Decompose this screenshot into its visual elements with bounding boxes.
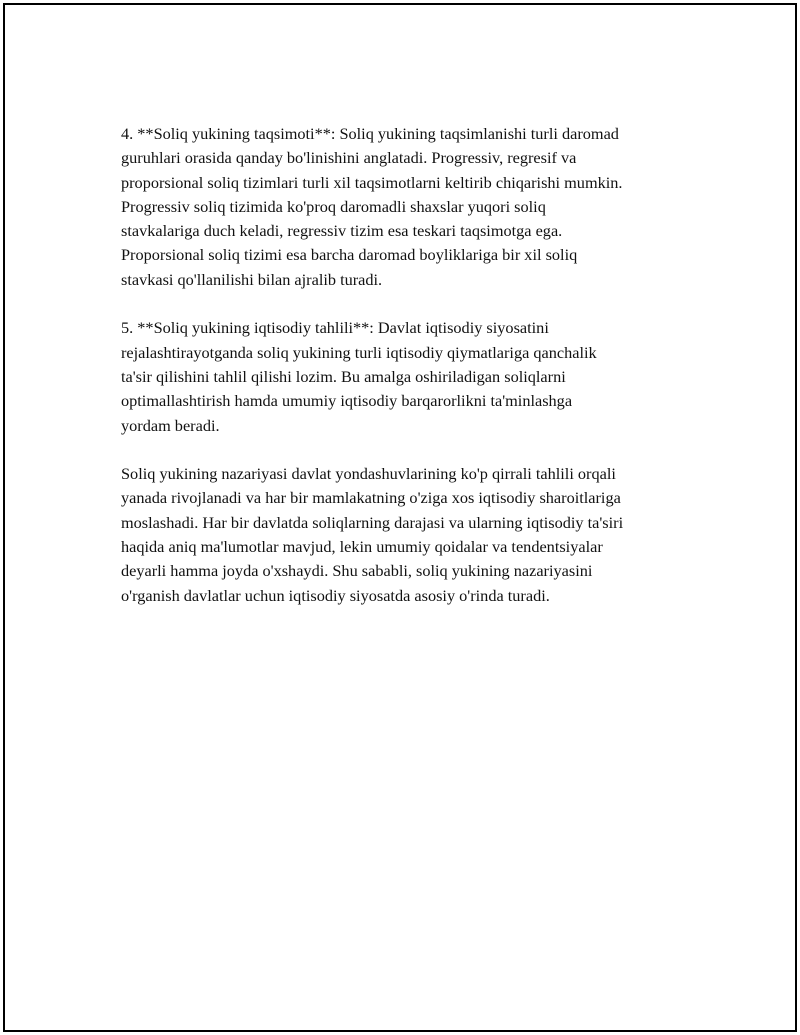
text-line: yordam beradi. — [121, 415, 220, 435]
text-line: yanada rivojlanadi va har bir mamlakatning o'ziga xos iqtisodiy sharoitlariga — [121, 488, 621, 508]
text-line: ta'sir qilishini tahlil qilishi lozim. Bu amalga oshiriladigan soliqlarni — [121, 366, 566, 386]
text-line: rejalashtirayotganda soliq yukining turli iqtisodiy qiymatlariga qanchalik — [121, 342, 597, 362]
paragraph-tax-burden-distribution — [121, 122, 701, 292]
text-line: o'rganish davlatlar uchun iqtisodiy siyosatda asosiy o'rinda turadi. — [121, 585, 550, 605]
text-line: guruhlari orasida qanday bo'linishini anglatadi. Progressiv, regresif va — [121, 148, 577, 168]
text-line: haqida aniq ma'lumotlar mavjud, lekin umumiy qoidalar va tendentsiyalar — [121, 537, 603, 557]
text-line: 5. **Soliq yukining iqtisodiy tahlili**: Davlat iqtisodiy siyosatini — [121, 318, 549, 338]
page-frame — [3, 3, 797, 1032]
text-line: Progressiv soliq tizimida ko'proq daromadli shaxslar yuqori soliq — [121, 196, 546, 216]
paragraph-economic-analysis — [121, 316, 701, 437]
text-line: proporsional soliq tizimlari turli xil taqsimotlarni keltirib chiqarishi mumkin. — [121, 172, 623, 192]
text-line: optimallashtirish hamda umumiy iqtisodiy barqarorlikni ta'minlashga — [121, 391, 573, 411]
text-line: Soliq yukining nazariyasi davlat yondashuvlarining ko'p qirrali tahlili orqali — [121, 464, 616, 484]
text-line: Proporsional soliq tizimi esa barcha daromad boyliklariga bir xil soliq — [121, 245, 578, 265]
text-line: stavkalariga duch keladi, regressiv tizim esa teskari taqsimotga ega. — [121, 221, 563, 241]
text-line: 4. **Soliq yukining taqsimoti**: Soliq yukining taqsimlanishi turli daromad — [121, 124, 619, 143]
document-body — [121, 122, 701, 632]
paragraph-conclusion — [121, 462, 701, 608]
text-line: moslashadi. Har bir davlatda soliqlarning darajasi va ularning iqtisodiy ta'siri — [121, 512, 624, 532]
text-line: stavkasi qo'llanilishi bilan ajralib turadi. — [121, 269, 383, 289]
text-line: deyarli hamma joyda o'xshaydi. Shu sababli, soliq yukining nazariyasini — [121, 561, 593, 581]
